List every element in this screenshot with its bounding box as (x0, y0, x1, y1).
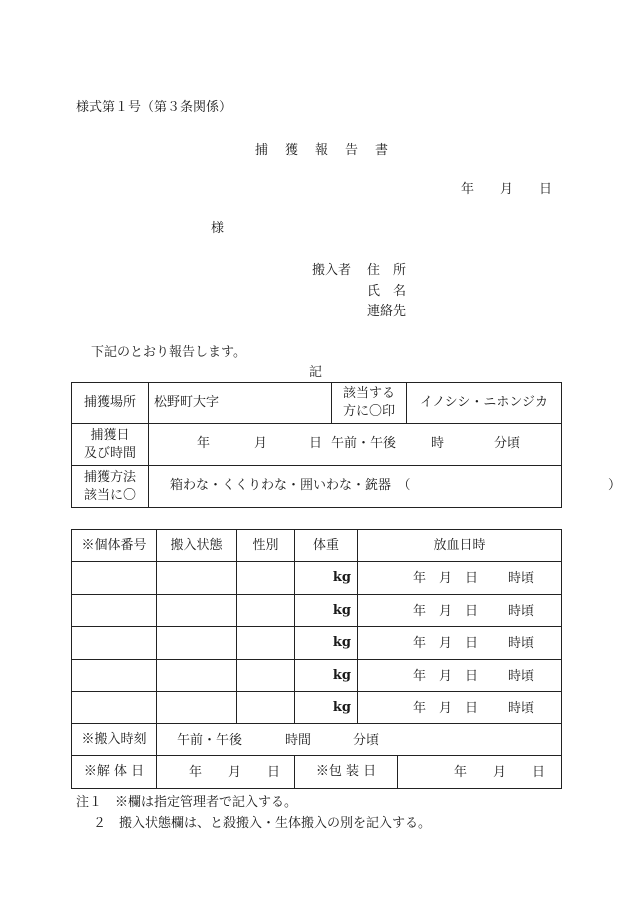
ki-label: 記 (309, 365, 323, 380)
address-label: 住 所 (367, 263, 407, 278)
carrier-label: 搬入者 (312, 263, 352, 278)
dt-hour: 時 (431, 436, 445, 451)
dt-minute: 分頃 (494, 436, 521, 451)
weight-unit: kg (295, 692, 358, 724)
date-line: 年 月 日 (461, 182, 553, 197)
recipient-suffix: 様 (211, 221, 225, 236)
note-2: ２ 搬入状態欄は、と殺搬入・生体搬入の別を記入する。 (93, 816, 432, 831)
header-delivery-state: 搬入状態 (157, 530, 237, 562)
header-individual-number: ※個体番号 (72, 530, 157, 562)
method-value: 箱わな・くくりわな・囲いわな・銃器 （ (170, 478, 411, 493)
table-row (72, 595, 562, 627)
delivery-time-field (157, 724, 562, 756)
packaging-date: 年 月 日 (398, 756, 562, 789)
method-close: ） (608, 478, 622, 493)
dismantle-date: 年 月 日 (157, 756, 295, 789)
bleeding-datetime: 年 月 日 時頃 (358, 595, 562, 627)
delivery-time-label: ※搬入時刻 (72, 724, 157, 756)
contact-label: 連絡先 (367, 304, 407, 319)
note-1: 注１ ※欄は指定管理者で記入する。 (76, 795, 298, 810)
weight-unit: kg (295, 627, 358, 660)
method-field (149, 466, 622, 508)
weight-unit: kg (295, 562, 358, 595)
individual-table (71, 529, 562, 789)
header-sex: 性別 (237, 530, 295, 562)
bleeding-datetime: 年 月 日 時頃 (358, 562, 562, 595)
weight-unit: kg (295, 660, 358, 692)
weight-unit: kg (295, 595, 358, 627)
bleeding-datetime: 年 月 日 時頃 (358, 660, 562, 692)
dismantle-label: ※解 体 日 (72, 756, 157, 789)
table-row (72, 660, 562, 692)
method-label: 捕獲方法 該当に〇 (72, 466, 149, 508)
table-row (72, 627, 562, 660)
delivery-minute: 分頃 (353, 733, 380, 748)
table-row (72, 562, 562, 595)
dt-day: 日 (309, 436, 323, 451)
header-weight: 体重 (295, 530, 358, 562)
species-options: イノシシ・ニホンジカ (407, 383, 562, 424)
place-value: 松野町大字 (149, 383, 332, 424)
document-title: 捕 獲 報 告 書 (255, 143, 391, 158)
dt-ampm: 午前・午後 (331, 436, 397, 451)
packaging-label: ※包 装 日 (295, 756, 398, 789)
bleeding-datetime: 年 月 日 時頃 (358, 692, 562, 724)
bleeding-datetime: 年 月 日 時頃 (358, 627, 562, 660)
delivery-hour: 時間 (285, 733, 312, 748)
table-row (72, 692, 562, 724)
dt-year: 年 (197, 436, 211, 451)
name-label: 氏 名 (367, 284, 407, 299)
capture-table (71, 382, 622, 508)
header-bleeding-datetime: 放血日時 (358, 530, 562, 562)
delivery-ampm: 午前・午後 (177, 733, 243, 748)
intro-text: 下記のとおり報告します。 (91, 345, 246, 360)
place-label: 捕獲場所 (72, 383, 149, 424)
datetime-field (149, 424, 562, 466)
applicable-label: 該当する 方に〇印 (332, 383, 407, 424)
dt-month: 月 (254, 436, 268, 451)
form-number: 様式第１号（第３条関係） (76, 100, 233, 115)
datetime-label: 捕獲日 及び時間 (72, 424, 149, 466)
